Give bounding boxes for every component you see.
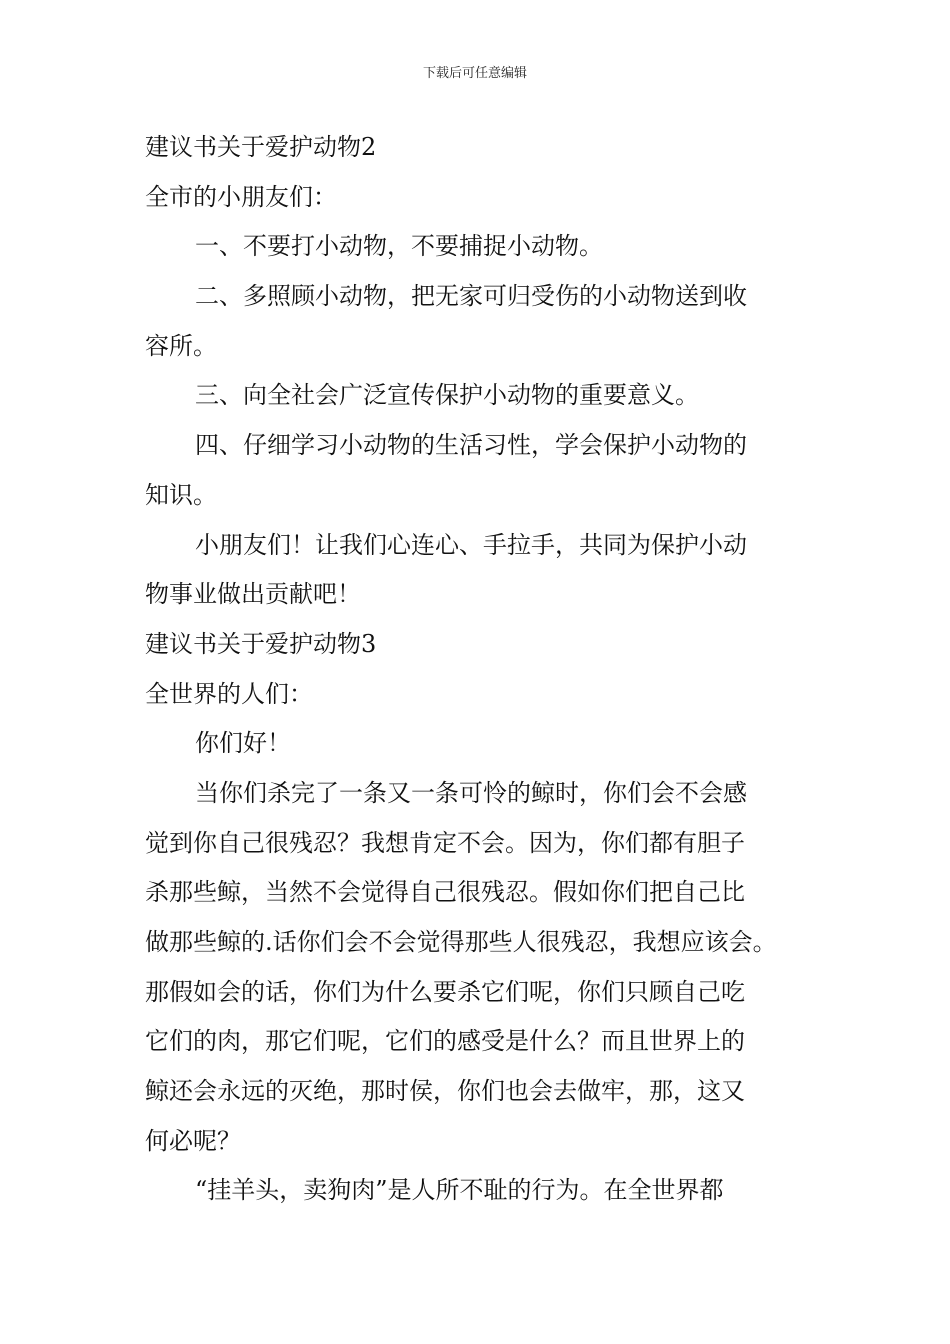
section-title-2: 建议书关于爱护动物2	[145, 133, 377, 161]
greeting: 你们好！	[195, 729, 291, 758]
header-note: 下载后可任意编辑	[422, 66, 527, 81]
paragraph-line: 四、仔细学习小动物的生活习性，学会保护小动物的	[195, 431, 747, 460]
section-title-3: 建议书关于爱护动物3	[145, 629, 377, 658]
paragraph-line: 何必呢？	[145, 1126, 241, 1155]
paragraph-line: 它们的肉，那它们呢，它们的感受是什么？而且世界上的	[145, 1027, 745, 1056]
paragraph-line: 那假如会的话，你们为什么要杀它们呢，你们只顾自己吃	[145, 977, 745, 1006]
paragraph-line: 杀那些鲸，当然不会觉得自己很残忍。假如你们把自己比	[145, 878, 745, 907]
paragraph-line: 知识。	[145, 480, 217, 509]
salutation: 全市的小朋友们：	[145, 182, 337, 211]
paragraph-line: 小朋友们！让我们心连心、手拉手，共同为保护小动	[195, 530, 747, 559]
paragraph-line: 一、不要打小动物，不要捕捉小动物。	[195, 232, 603, 261]
paragraph-line: 做那些鲸的.话你们会不会觉得那些人很残忍，我想应该会。	[145, 928, 777, 956]
paragraph-line: 物事业做出贡献吧！	[145, 580, 361, 609]
paragraph-line: 觉到你自己很残忍？我想肯定不会。因为，你们都有胆子	[145, 828, 745, 857]
paragraph-line: 鲸还会永远的灭绝，那时侯，你们也会去做牢，那，这又	[145, 1077, 745, 1106]
paragraph-line: 二、多照顾小动物，把无家可归受伤的小动物送到收	[195, 282, 747, 311]
paragraph-line: “挂羊头，卖狗肉”是人所不耻的行为。在全世界都	[195, 1176, 724, 1205]
salutation: 全世界的人们：	[145, 679, 313, 708]
document-body	[145, 123, 820, 1216]
paragraph-line: 容所。	[145, 331, 217, 360]
paragraph-line: 三、向全社会广泛宣传保护小动物的重要意义。	[195, 381, 699, 410]
paragraph-line: 当你们杀完了一条又一条可怜的鲸时，你们会不会感	[195, 778, 747, 807]
